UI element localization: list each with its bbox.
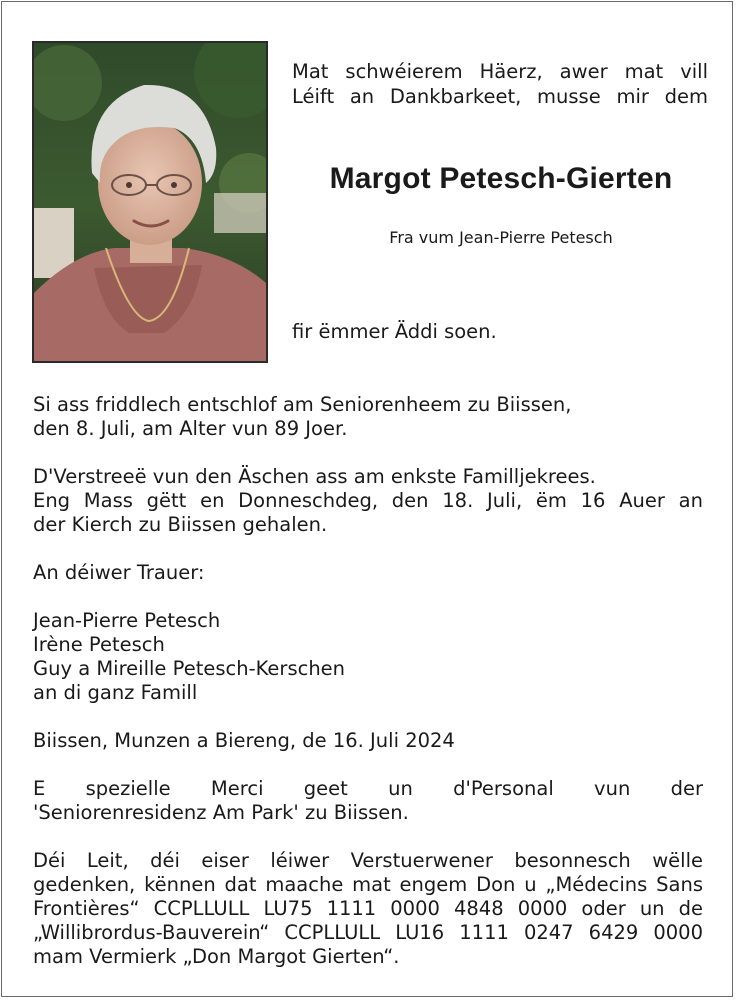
thanks-line-1: E spezielle Merci geet un d'Personal vun der [33,777,703,800]
intro-text [292,59,708,109]
intro-line-1: Mat schwéierem Häerz, awer mat vill [292,60,708,83]
funeral-line-3: der Kierch zu Biissen gehalen. [33,513,328,536]
spouse-line: Fra vum Jean-Pierre Petesch [389,228,613,247]
passing-line-2: den 8. Juli, am Alter vun 89 Joer. [33,417,348,440]
intro-line-2: Léift an Dankbarkeet, musse mir dem [292,85,708,108]
portrait-photo [32,41,268,363]
thanks-line-2: 'Seniorenresidenz Am Park' zu Biissen. [33,801,409,824]
mourner-4: an di ganz Famill [33,681,198,704]
funeral-line-2: Eng Mass gëtt en Donneschdeg, den 18. Juli, ëm 16 Auer an [33,489,703,512]
funeral-line-1: D'Verstreeë vun den Äschen ass am enkste Familljekrees. [33,465,596,488]
mourners-heading: An déiwer Trauer: [33,561,205,584]
passing-line-1: Si ass friddlech entschlof am Seniorenheem zu Biissen, [33,393,572,416]
donation-text: Déi Leit, déi eiser léiwer Verstuerwener besonnesch wëlle gedenken, kënnen dat maache mat engem Don u „Médecins Sans Frontières“ CCPLLULL LU75 1111 0000 4848 0000 oder un de „Willibrordus-Bauverein“ CCPLLULL LU16 1111 0247 6429 0000 mam Vermierk „Don Margot Gierten“. [33,849,703,968]
mourner-2: Irène Petesch [33,633,165,656]
farewell-line: fir ëmmer Äddi soen. [292,320,497,343]
place-date: Biissen, Munzen a Biereng, de 16. Juli 2024 [33,729,455,752]
deceased-name: Margot Petesch-Gierten [329,162,673,195]
mourner-3: Guy a Mireille Petesch-Kerschen [33,657,346,680]
mourner-1: Jean-Pierre Petesch [33,609,221,632]
notice-body [33,393,703,969]
